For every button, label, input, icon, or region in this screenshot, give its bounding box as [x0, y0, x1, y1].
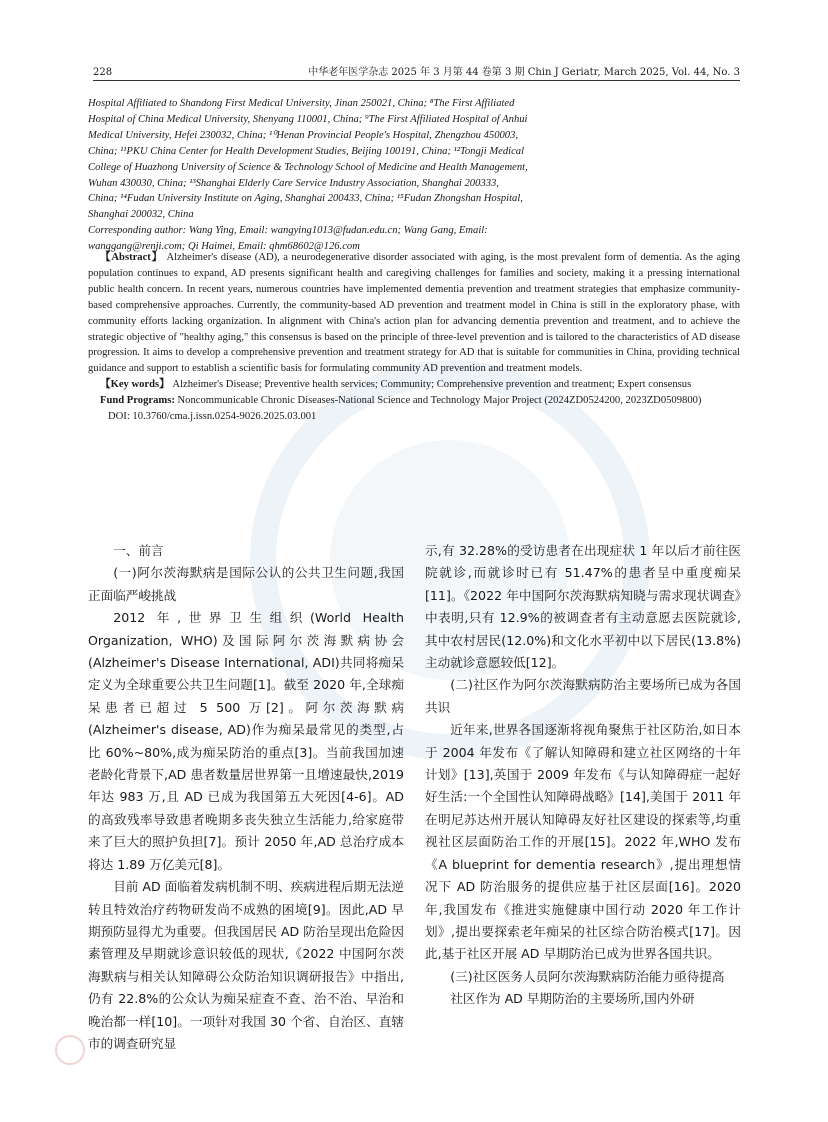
body-paragraph: 社区作为 AD 早期防治的主要场所,国内外研 — [450, 991, 695, 1007]
affiliations-block — [88, 96, 740, 255]
body-paragraph: 目前 AD 面临着发病机制不明、疾病进程后期无法逆转且特效治疗药物研发尚不成熟的困境[9]。因此,AD 早期预防显得尤为重要。但我国居民 AD 防治呈现出危险因素管理及早期就诊意识较低的现状,《2022 中国阿尔茨海默病与相关认知障碍公众防治知识调研报告》中指出,仍有 22.8%的公众认为痴呆症查不查、治不治、早治和晚治都一样[10]。一项针对我国 30 个省、自治区、直辖市的调查研究显 — [88, 879, 404, 1051]
publisher-seal-icon — [55, 1035, 85, 1065]
affiliation-line: Shanghai 200032, China — [88, 209, 194, 221]
subsection-heading: (二)社区作为阿尔茨海默病防治主要场所已成为各国共识 — [425, 677, 741, 715]
affiliation-line: China; ¹¹PKU China Center for Health Development Studies, Beijing 100191, China; ¹²Tongji Medical — [88, 145, 525, 157]
section-heading: 一、前言 — [113, 543, 164, 558]
keywords-paragraph — [88, 377, 740, 393]
body-paragraph-continued: 示,有 32.28%的受访患者在出现症状 1 年以后才前往医院就诊,而就诊时已有 51.47%的患者呈中重度痴呆[11]。《2022 年中国阿尔茨海默病知晓与需求现状调查》中表明,只有 12.9%的被调查者有主动意愿去医院就诊,其中农村居民(12.0%)和文化水平初中以下居民(13.8%)主动就诊意愿较低[12]。 — [425, 543, 741, 671]
abstract-text: Alzheimer's disease (AD), a neurodegenerative disorder associated with aging, is the most prevalent form of dementia. As the aging population continues to expand, AD presents significant health and caregiving challenges for families and society, making it a pressing international public health concern. In recent years, numerous countries have implemented dementia prevention and treatment strategies that emphasize community-based comprehensive approaches. Currently, the community-based AD prevention and treatment model in China is still in the exploratory phase, with community efforts lacking organization. In alignment with China's action plan for advancing dementia prevention and treatment, and to achieve the strategic objective of "healthy aging," this consensus is based on the principle of three-level prevention and is tailored to the characteristics of AD disease progression. It aims to develop a comprehensive prevention and treatment strategy for AD that is suitable for communities in China, providing technical guidance and support to establish a scientific basis for formulating community AD prevention and treatment models. — [88, 252, 740, 375]
keywords-label: 【Key words】 — [100, 379, 170, 391]
keywords-text: Alzheimer's Disease; Preventive health services; Community; Comprehensive prevention and treatment; Expert consensus — [172, 379, 692, 391]
body-left-column — [88, 540, 404, 1055]
corresponding-author: Corresponding author: Wang Ying, Email: wangying1013@fudan.edu.cn; Wang Gang, Email: — [88, 225, 488, 237]
running-header — [93, 60, 740, 81]
fund-paragraph — [88, 393, 740, 409]
abstract-label: 【Abstract】 — [100, 252, 164, 263]
english-abstract — [88, 250, 740, 425]
affiliation-line: China; ¹⁴Fudan University Institute on Aging, Shanghai 200433, China; ¹⁵Fudan Zhongshan Hospital, — [88, 193, 523, 205]
corresponding-author-email: wanggang@renji.com; Qi Haimei, Email: qhm68602@126.com — [88, 241, 360, 253]
affiliation-line: College of Huazhong University of Science & Technology School of Medicine and Health Management, — [88, 161, 528, 173]
doi: DOI: 10.3760/cma.j.issn.0254-9026.2025.03.001 — [108, 411, 317, 423]
fund-text: Noncommunicable Chronic Diseases-National Science and Technology Major Project (2024ZD0524200, 2023ZD0509800) — [177, 395, 702, 407]
journal-citation: 中华老年医学杂志 2025 年 3 月第 44 卷第 3 期 Chin J Geriatr, March 2025, Vol. 44, No. 3 — [308, 67, 740, 78]
page-number: 228 — [93, 67, 113, 78]
affiliation-line: Hospital of China Medical University, Shenyang 110001, China; ⁹The First Affiliated Hospital of Anhui — [88, 113, 528, 125]
abstract-paragraph — [88, 250, 740, 377]
subsection-heading: (三)社区医务人员阿尔茨海默病防治能力亟待提高 — [450, 968, 725, 984]
body-right-column — [425, 540, 741, 1011]
body-paragraph: 近年来,世界各国逐渐将视角聚焦于社区防治,如日本于 2004 年发布《了解认知障碍和建立社区网络的十年计划》[13],英国于 2009 年发布《与认知障碍症一起好好生活:一个全国性认知障碍战略》[14],美国于 2011 年在明尼苏达州开展认知障碍友好社区建设的探索等,均重视社区层面防治工作的开展[15]。2022 年,WHO 发布《A blueprint for dementia research》,提出理想情况下 AD 防治服务的提供应基于社区层面[16]。2020 年,我国发布《推进实施健康中国行动 2020 年工作计划》,提出要探索老年痴呆的社区综合防治模式[17]。因此,基于社区开展 AD 早期防治已成为世界各国共识。 — [425, 722, 741, 962]
subsection-heading: (一)阿尔茨海默病是国际公认的公共卫生问题,我国正面临严峻挑战 — [88, 565, 404, 603]
affiliation-line: Wuhan 430030, China; ¹³Shanghai Elderly Care Service Industry Association, Shanghai 200333, — [88, 177, 499, 189]
body-paragraph: 2012 年,世界卫生组织(World Health Organization, WHO)及国际阿尔茨海默病协会(Alzheimer's Disease International, ADI)共同将痴呆定义为全球重要公共卫生问题[1]。截至 2020 年,全球痴呆患者已超过 5 500 万[2]。阿尔茨海默病(Alzheimer's disease, AD)作为痴呆最常见的类型,占比 60%~80%,成为痴呆防治的重点[3]。当前我国加速老龄化背景下,AD 患者数量居世界第一且增速最快,2019 年达 983 万,且 AD 已成为我国第五大死因[4-6]。AD 的高致残率导致患者晚期多丧失独立生活能力,给家庭带来了巨大的照护负担[7]。预计 2050 年,AD 总治疗成本将达 1.89 万亿美元[8]。 — [88, 610, 404, 872]
fund-label: Fund Programs: — [100, 395, 175, 407]
affiliation-line: Medical University, Hefei 230032, China; ¹⁰Henan Provincial People's Hospital, Zhengzhou 450003, — [88, 129, 519, 141]
affiliation-line: Hospital Affiliated to Shandong First Medical University, Jinan 250021, China; ⁸The First Affiliated — [88, 98, 515, 109]
